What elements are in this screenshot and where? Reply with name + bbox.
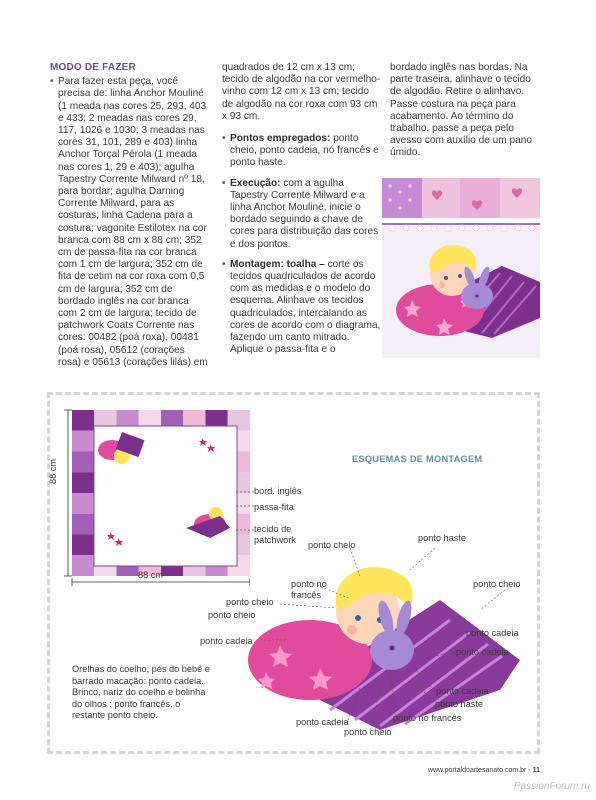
- bullet-icon: •: [50, 76, 54, 88]
- stitch-label-14: ponto cheio: [344, 727, 392, 737]
- page-number: 11: [532, 767, 540, 774]
- bullet-icon: •: [222, 133, 226, 145]
- pontos-text: ponto cheio, ponto cadeia, nó francês e ponto haste.: [230, 133, 379, 169]
- stitch-label-4: ponto no francês: [291, 579, 327, 600]
- pontos-label: Pontos empregados:: [230, 133, 331, 145]
- stitch-key-illustration: [240, 540, 540, 740]
- stitch-label-3: ponto cheio: [473, 579, 521, 589]
- finishing-text: bordado inglês nas bordas. Na parte traseira, alinhave o tecido de algodão. Retire o alinhavo. Passe costura na peça para acabamento. Ao término do trabalho, passe a peça pelo avesso com auxílio de um pano úmido.: [390, 62, 532, 159]
- stitch-label-7: ponto cadeia: [466, 628, 519, 638]
- footer-site: www.portaldoartesanato.com.br: [427, 767, 527, 774]
- dim-vertical-label: 88 cm: [48, 458, 58, 484]
- execucao-label: Execução:: [230, 177, 281, 189]
- execucao-text: com a agulha Tapestry Corrente Milward e a linha Anchor Mouliné, inicie o bordado seguindo a chave de cores para distribuição das cores e dos pontos.: [230, 177, 379, 250]
- stitch-label-9: ponto cadeia: [456, 647, 509, 657]
- footer-separator: -: [526, 767, 533, 774]
- watermark: PassionForum.ru: [513, 781, 590, 792]
- dim-horizontal-label: 88 cm: [138, 570, 164, 580]
- montagem-text: corte os tecidos quadriculados de acordo com as medidas e o modelo do esquema. Alinhave os tecidos quadriculados, intercalando as cores de acordo com o diagrama, fazendo um canto mitrado. Aplique o passa-fita e o: [230, 258, 381, 356]
- stitch-label-11: ponto haste: [435, 699, 484, 709]
- stitch-label-5: ponto cheio: [226, 597, 274, 607]
- page-footer: [428, 767, 540, 774]
- materials-text: Para fazer esta peça, você precisa de: linha Anchor Mouliné (1 meada nas cores 25, 293, 403 e 433; 2 meadas nas cores 29, 117, 1026 e 1030; 3 meadas nas cores 31, 101, 289 e 403) linha Anchor Torçal Pérola (1 meada nas cores 1, 29 e 403); agulha Tapestry Corrente Milward nº 18, para bordar; agulha Darning Corrente Milward, para as costuras; linha Cadena para a costura; vagonite Estilotex na cor branca com 88 cm x 88 cm; 352 cm de passa-fita na cor branca com 1 cm de largura; 352 cm de fita de cetim na cor roxa com 0,5 cm de largura; 352 cm de bordado inglês na cor branca com 2 cm de largura; tecido de patchwork Coats Corrente nas cores: 00482 (poá roxa), 00481 (poá rosa), 05612 (corações rosa) e 05613 (corações lilás) em: [58, 76, 208, 368]
- montagem-item: [222, 259, 382, 357]
- execucao-item: [222, 178, 382, 251]
- column-3: [390, 62, 540, 160]
- column-2: [222, 62, 382, 364]
- stitch-label-6: ponto cheio: [208, 610, 256, 620]
- stitch-label-13: ponto cadeia: [296, 717, 349, 727]
- stitch-note: Orelhas do coelho, pés do bebê e barrado macação: ponto cadeia. Brinco, nariz do coelho e bolinha do olhos : ponto francês, o restante ponto cheio.: [72, 664, 210, 721]
- layer-label-bord-ingles: bord. inglês: [254, 486, 302, 496]
- stitch-label-12: ponto no francês: [393, 713, 462, 723]
- baby-with-bunny-photo: [382, 178, 540, 358]
- layer-leader-lines: [236, 486, 258, 546]
- stitch-label-8: ponto cadeia: [200, 636, 253, 646]
- stitch-label-2: ponto cheio: [308, 540, 356, 550]
- layer-label-passa-fita: passa-fita: [254, 502, 294, 512]
- bullet-icon: •: [222, 177, 226, 189]
- bullet-icon: •: [222, 258, 226, 270]
- stitch-label-10: ponto cadeia: [436, 686, 489, 696]
- materials-item: [50, 76, 208, 369]
- layer-label-tecido-patchwork: tecido de patchwork: [254, 524, 296, 545]
- materials-continued: quadrados de 12 cm x 13 cm; tecido de algodão na cor vermelho-vinho com 12 cm x 13 cm; tecido de algodão na cor roxa com 93 cm x 93 cm.: [222, 62, 381, 122]
- quilt-layout-diagram: [60, 404, 250, 589]
- montagem-label: Montagem: toalha –: [230, 258, 325, 270]
- diagram-title: ESQUEMAS DE MONTAGEM: [352, 454, 483, 464]
- column-1: [50, 62, 208, 377]
- pontos-item: [222, 133, 382, 170]
- stitch-label-1: ponto haste: [418, 533, 467, 543]
- section-heading: MODO DE FAZER: [50, 62, 136, 73]
